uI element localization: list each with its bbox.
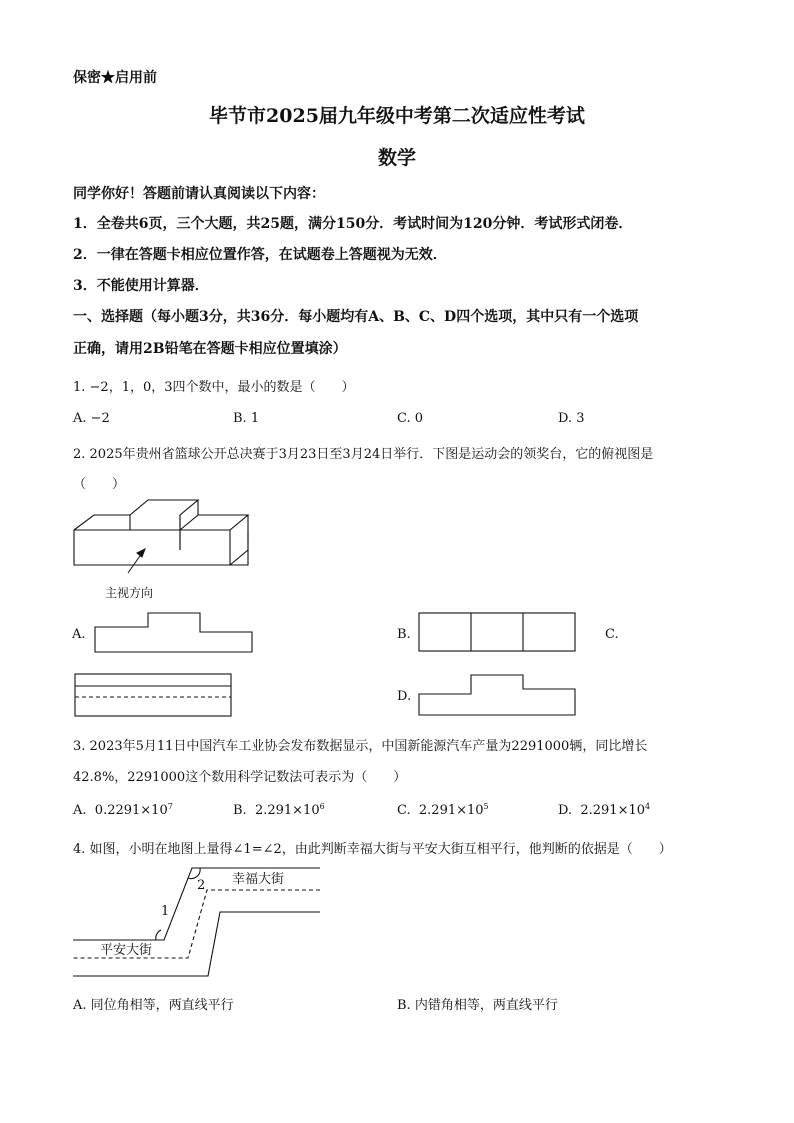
view-direction-label: 主视方向 — [105, 586, 154, 600]
street-top-label: 幸福大街 — [232, 872, 285, 887]
section-heading: 一、选择题（每小题3分，共36分．每小题均有A、B、C、D四个选项，其中只有一个选项 — [73, 309, 639, 325]
q3-option-a-exponent: 7 — [167, 802, 173, 811]
instruction-item: 2．一律在答题卡相应位置作答，在试题卷上答题视为无效． — [73, 247, 447, 263]
q3-option-a-label: A. — [73, 803, 87, 818]
instruction-item: 3．不能使用计算器． — [73, 278, 209, 294]
question-2-text-cont: （ ） — [73, 477, 126, 492]
secrecy-label: 保密★启用前 — [73, 70, 157, 86]
q3-option-c-exponent: 5 — [483, 802, 489, 811]
q2-option-a-label: A. — [72, 627, 86, 642]
section-heading-cont: 正确，请用2B铅笔在答题卡相应位置填涂） — [73, 341, 347, 357]
question-1-text: 1. −2，1，0，3四个数中，最小的数是（ ） — [73, 380, 355, 395]
q3-option-d-mantissa: 2.291×10 — [580, 803, 646, 818]
q1-option-b: B. 1 — [233, 411, 260, 426]
q2-option-c-figure — [74, 673, 234, 719]
q3-option-b — [233, 802, 325, 818]
instruction-item: 1．全卷共6页，三个大题，共25题，满分150分．考试时间为120分钟．考试形式闭卷． — [73, 216, 633, 232]
q3-option-a — [73, 802, 173, 818]
q4-option-a: A. 同位角相等，两直线平行 — [73, 998, 234, 1013]
q3-option-b-label: B. — [233, 803, 247, 818]
q3-option-b-mantissa: 2.291×10 — [254, 803, 320, 818]
question-3-text: 3. 2023年5月11日中国汽车工业协会发布数据显示，中国新能源汽车产量为2291000辆，同比增长 — [73, 739, 648, 754]
podium-figure — [70, 495, 270, 575]
q3-option-c-mantissa: 2.291×10 — [418, 803, 484, 818]
q1-option-c: C. 0 — [397, 411, 424, 426]
q2-option-b-figure — [418, 612, 578, 654]
q3-option-c-label: C. — [397, 803, 411, 818]
question-4-text: 4. 如图，小明在地图上量得∠1=∠2，由此判断幸福大街与平安大街互相平行，他判断的依据是（ ） — [73, 842, 672, 857]
q4-option-b: B. 内错角相等，两直线平行 — [397, 998, 558, 1013]
question-3-text-cont: 42.8%，2291000这个数用科学记数法可表示为（ ） — [73, 770, 407, 785]
q2-option-d-label: D. — [397, 689, 412, 704]
q3-option-a-mantissa: 0.2291×10 — [94, 803, 168, 818]
angle-1-label: 1 — [161, 904, 170, 919]
q3-option-c — [397, 802, 489, 818]
exam-title: 毕节市2025届九年级中考第二次适应性考试 — [209, 105, 585, 127]
angle-2-label: 2 — [197, 878, 206, 893]
instructions-intro: 同学你好！答题前请认真阅读以下内容： — [73, 186, 325, 202]
q3-option-d — [558, 802, 650, 818]
q2-option-d-figure — [418, 674, 578, 718]
street-bottom-label: 平安大街 — [100, 943, 153, 958]
q1-option-d: D. 3 — [558, 411, 585, 426]
q3-option-b-exponent: 6 — [319, 802, 325, 811]
question-2-text: 2. 2025年贵州省篮球公开总决赛于3月23日至3月24日举行．下图是运动会的领奖台，它的俯视图是 — [73, 447, 654, 462]
q3-option-d-label: D. — [558, 803, 573, 818]
q2-option-c-label: C. — [605, 627, 619, 642]
q3-option-d-exponent: 4 — [645, 802, 651, 811]
q2-option-b-label: B. — [397, 627, 411, 642]
q1-option-a: A. −2 — [73, 411, 110, 426]
q2-option-a-figure — [94, 612, 254, 654]
subject-title: 数学 — [377, 147, 416, 169]
